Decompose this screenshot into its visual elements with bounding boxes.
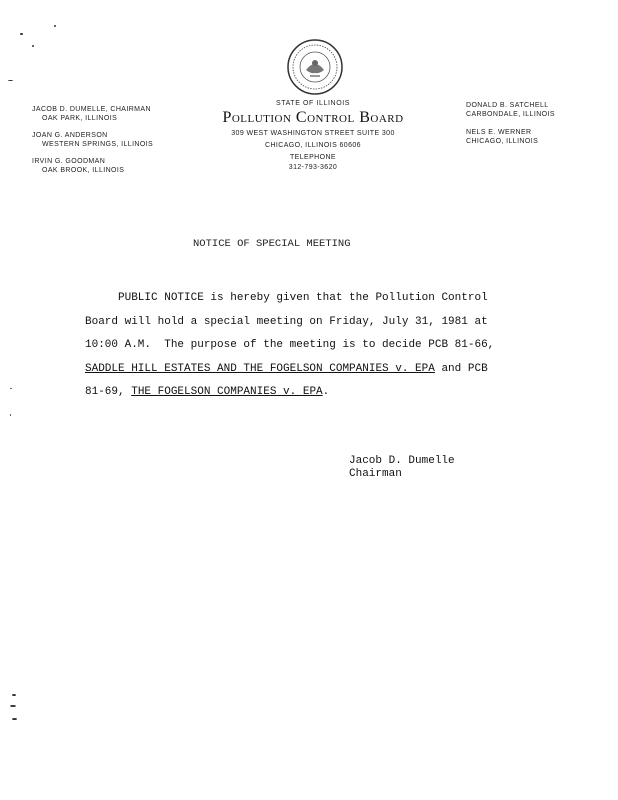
member-name: JACOB D. DUMELLE, CHAIRMAN bbox=[32, 106, 151, 113]
board-members-right bbox=[466, 101, 606, 155]
board-name: Pollution Control Board bbox=[222, 109, 404, 126]
case-name-1: SADDLE HILL ESTATES AND THE FOGELSON COMPANIES v. EPA bbox=[85, 362, 435, 375]
scan-speck bbox=[12, 694, 16, 696]
member-name: JOAN G. ANDERSON bbox=[32, 132, 108, 139]
board-member bbox=[32, 105, 182, 123]
notice-line: PUBLIC NOTICE is hereby given that the Pollution Control bbox=[85, 292, 488, 304]
address-line-2: CHICAGO, ILLINOIS 60606 bbox=[265, 142, 361, 149]
signature-block bbox=[349, 455, 455, 481]
board-members-left bbox=[32, 105, 182, 183]
scan-speck bbox=[12, 718, 17, 720]
notice-line: Board will hold a special meeting on Friday, July 31, 1981 at bbox=[85, 315, 488, 328]
signer-name: Jacob D. Dumelle bbox=[349, 455, 455, 467]
board-member bbox=[466, 101, 606, 119]
state-label: STATE OF ILLINOIS bbox=[275, 100, 351, 107]
member-city: OAK BROOK, ILLINOIS bbox=[42, 167, 125, 174]
member-city: WESTERN SPRINGS, ILLINOIS bbox=[42, 141, 154, 148]
scan-speck bbox=[8, 80, 13, 81]
letterhead bbox=[195, 100, 431, 173]
scan-speck bbox=[10, 705, 16, 707]
notice-line: 10:00 A.M. The purpose of the meeting is to decide PCB 81-66, bbox=[85, 339, 495, 352]
member-name: NELS E. WERNER bbox=[466, 129, 532, 136]
case-name-2: THE FOGELSON COMPANIES v. EPA bbox=[131, 386, 323, 399]
board-member bbox=[32, 157, 182, 175]
telephone-label: TELEPHONE bbox=[290, 154, 336, 161]
notice-title: NOTICE OF SPECIAL MEETING bbox=[193, 238, 351, 250]
notice-line-tail: and PCB bbox=[434, 362, 488, 375]
board-member bbox=[466, 128, 606, 146]
state-seal-icon bbox=[286, 38, 344, 96]
telephone-number: 312-793-3620 bbox=[288, 164, 338, 171]
notice-body bbox=[85, 287, 545, 405]
scan-speck bbox=[20, 33, 23, 35]
member-city: OAK PARK, ILLINOIS bbox=[42, 115, 118, 122]
notice-line-tail: . bbox=[322, 386, 330, 399]
scan-speck bbox=[32, 45, 34, 47]
notice-line-head: 81-69, bbox=[85, 386, 132, 399]
member-city: CHICAGO, ILLINOIS bbox=[466, 138, 539, 145]
member-name: IRVIN G. GOODMAN bbox=[32, 158, 106, 165]
member-name: DONALD B. SATCHELL bbox=[466, 102, 549, 109]
scan-speck bbox=[10, 388, 12, 389]
address-line-1: 309 WEST WASHINGTON STREET SUITE 300 bbox=[231, 130, 395, 137]
board-member bbox=[32, 131, 182, 149]
member-city: CARBONDALE, ILLINOIS bbox=[466, 111, 555, 118]
signer-title: Chairman bbox=[349, 468, 402, 480]
scan-speck bbox=[54, 25, 56, 27]
scan-speck bbox=[10, 414, 11, 416]
